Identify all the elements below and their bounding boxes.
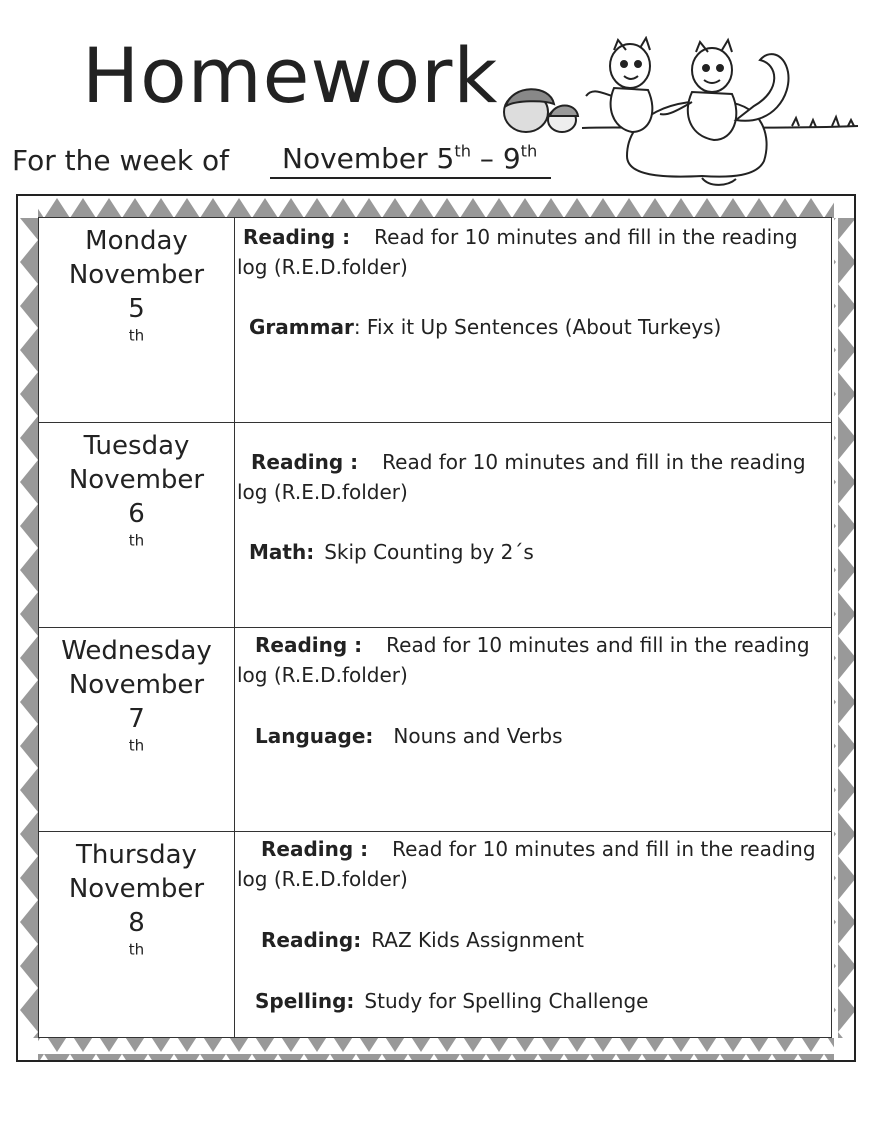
task-continuation: log (R.E.D.folder) — [237, 662, 408, 687]
page-title: Homework — [82, 31, 499, 120]
task-math: Math: Skip Counting by 2´s — [249, 539, 534, 564]
squirrels-clipart-icon — [492, 36, 862, 194]
day-cell-monday: Monday November 5 $^{th}$ — [39, 218, 235, 423]
task-language: Language: Nouns and Verbs — [255, 723, 563, 748]
week-prefix: For the week of — [12, 144, 229, 177]
day-cell-tuesday: Tuesday November 6 $^{th}$ — [39, 423, 235, 628]
task-reading: Reading : Read for 10 minutes and fill in the reading — [251, 449, 806, 474]
task-continuation: log (R.E.D.folder) — [237, 479, 408, 504]
week-date-range: November 5th – 9th — [270, 141, 551, 179]
week-line — [12, 141, 538, 181]
task-cell-wednesday — [235, 628, 831, 833]
day-cell-thursday: Thursday November 8 $^{th}$ — [39, 832, 235, 1037]
task-reading-raz: Reading: RAZ Kids Assignment — [261, 928, 584, 953]
task-reading: Reading : Read for 10 minutes and fill in the reading — [243, 225, 798, 249]
task-cell-tuesday — [235, 423, 831, 628]
task-grammar: Grammar: Fix it Up Sentences (About Turkeys) — [249, 315, 722, 339]
task-continuation: log (R.E.D.folder) — [237, 255, 408, 279]
day-cell-wednesday: Wednesday November 7 $^{th}$ — [39, 628, 235, 833]
homework-table — [38, 217, 832, 1038]
task-reading: Reading : Read for 10 minutes and fill in the reading — [261, 837, 816, 862]
task-continuation: log (R.E.D.folder) — [237, 867, 408, 892]
task-spelling: Spelling: Study for Spelling Challenge — [255, 989, 649, 1014]
task-cell-thursday — [235, 832, 831, 1037]
task-reading: Reading : Read for 10 minutes and fill in the reading — [255, 632, 810, 657]
task-cell-monday — [235, 218, 831, 423]
